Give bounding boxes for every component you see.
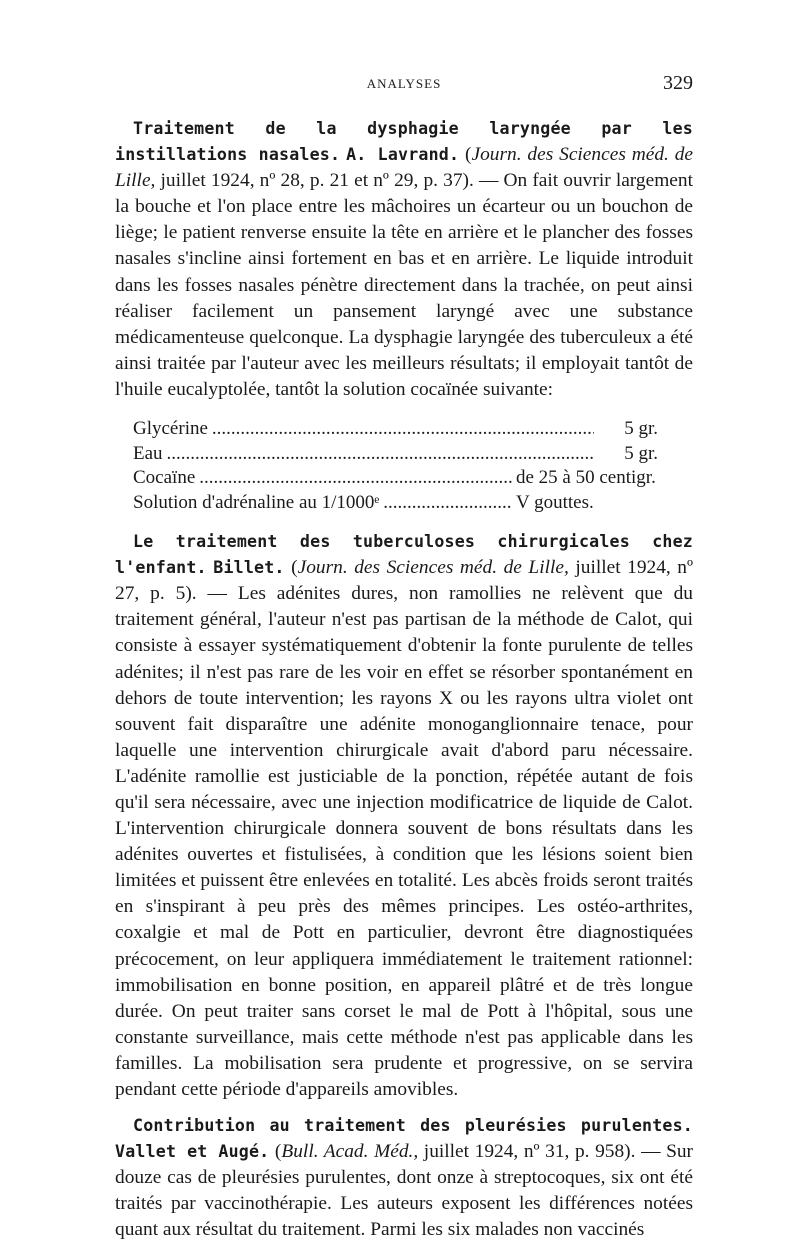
citation-details: juillet 1924, nº 27, p. 5). — bbox=[115, 557, 694, 605]
journal-name: Journ. des Sciences méd. de Lille, bbox=[297, 557, 569, 579]
section-gap bbox=[115, 1103, 693, 1113]
citation-open: ( bbox=[269, 1141, 282, 1163]
article-body: Les adénites dures, non ramollies ne relèvent que du traitement général, l'auteur n'est pas partisan de la méthode de Calot, qui consiste à essayer systématiquement d'obtenir la fonte purulente de telles adénites; il n'est pas rare de les voir en effet se résorber spontanément en dehors de toute intervention; les rayons X ou les rayons ultra violet ont souvent fait disparaître une adénite monoganglionnaire tenace, pour laquelle une intervention chirurgicale avait d'abord paru nécessaire. L'adénite ramollie est justiciable de la ponction, répétée autant de fois qu'il sera nécessaire, avec une injection modificatrice de liquide de Calot. L'intervention chirurgicale donnera souvent de bons résultats dans les adénites ouvertes et fistulisées, à condition que les lésions soient bien limitées et puissent être enlevées en totalité. Les abcès froids seront traités en s'inspirant à peu près des mêmes principes. Les ostéo-arthrites, coxalgie et mal de Pott en particulier, devront être diagnostiquées précocement, on leur appliquera immédiatement le traitement rationnel: immobilisation en bonne position, en appareil plâtré et de très longue durée. On peut traiter sans corset le mal de Pott à l'hôpital, sous une constante surveillance, mais cette méthode n'est pas applicable dans les familles. La mobilisation sera prudente et progressive, on se servira pendant cette période d'appareils amovibles. bbox=[115, 583, 693, 1100]
article-paragraph bbox=[115, 116, 693, 403]
recipe-quantity: 5 gr. bbox=[624, 418, 658, 440]
recipe-row bbox=[133, 442, 658, 467]
article-body: Sur douze cas de pleurésies purulentes, dont onze à streptocoques, six ont été traités par vaccinothérapie. Les auteurs exposent les différences notées quant aux résultat du traitement. Parmi les six malades non vaccinés bbox=[115, 1141, 693, 1241]
recipe-quantity: de 25 à 50 centigr. bbox=[516, 467, 656, 489]
recipe-quantity: 5 gr. bbox=[624, 442, 658, 464]
article-dysphagie bbox=[115, 116, 693, 403]
leader-dots bbox=[167, 442, 594, 467]
article-author: A. Lavrand. bbox=[346, 145, 460, 165]
journal-name: Bull. Acad. Méd., bbox=[281, 1141, 419, 1163]
article-author: Vallet et Augé. bbox=[115, 1142, 270, 1162]
citation-open: ( bbox=[284, 557, 298, 579]
document-page bbox=[115, 72, 693, 1244]
article-tuberculoses bbox=[115, 529, 693, 1103]
recipe-row bbox=[133, 491, 658, 516]
recipe-ingredient: Glycérine bbox=[133, 418, 208, 440]
page-number: 329 bbox=[663, 72, 693, 94]
recipe-quantity: V gouttes. bbox=[516, 491, 594, 513]
article-title: Contribution au traitement des pleurésies purulentes. bbox=[133, 1116, 693, 1136]
article-title: Le traitement des tuberculoses chirurgicales chez l'enfant. bbox=[115, 532, 693, 578]
running-title: ANALYSES bbox=[366, 76, 442, 91]
recipe-row bbox=[133, 417, 658, 442]
article-paragraph bbox=[115, 529, 693, 1103]
article-paragraph bbox=[115, 1113, 693, 1243]
recipe-ingredient: Eau bbox=[133, 442, 163, 464]
journal-name: Journ. des Sciences méd. de Lille, bbox=[115, 144, 694, 192]
citation-open: ( bbox=[459, 144, 472, 166]
article-pleuresies bbox=[115, 1113, 693, 1243]
article-body: On fait ouvrir largement la bouche et l'on place entre les mâchoires un écarteur ou un bouchon de liège; le patient renverse ensuite la tête en arrière et le plancher des fosses nasales s'incline ainsi fortement en bas et en arrière. Le liquide introduit dans les fosses nasales pénètre directement dans la trachée, on peut ainsi réaliser facilement un pansement laryngé avec une substance médicamenteuse quelconque. La dysphagie laryngée des tuberculeux a été ainsi traitée par l'auteur avec les meilleurs résultats; il employait tantôt de l'huile eucalyptolée, tantôt la solution cocaïnée suivante: bbox=[115, 170, 693, 400]
recipe-ingredient: Solution d'adrénaline au 1/1000ᵉ bbox=[133, 491, 380, 513]
article-title: Traitement de la dysphagie laryngée par les instillations nasales. bbox=[115, 119, 693, 165]
running-header bbox=[115, 72, 693, 96]
article-author: Billet. bbox=[213, 558, 285, 578]
leader-dots bbox=[383, 491, 512, 516]
leader-dots bbox=[199, 466, 512, 491]
recipe-ingredient: Cocaïne bbox=[133, 467, 196, 489]
citation-details: juillet 1924, nº 28, p. 21 et nº 29, p. 37). — bbox=[155, 170, 504, 192]
recipe-row bbox=[133, 466, 658, 491]
citation-details: juillet 1924, nº 31, p. 958). — bbox=[418, 1141, 667, 1163]
recipe-list bbox=[133, 417, 658, 515]
leader-dots bbox=[212, 417, 594, 442]
